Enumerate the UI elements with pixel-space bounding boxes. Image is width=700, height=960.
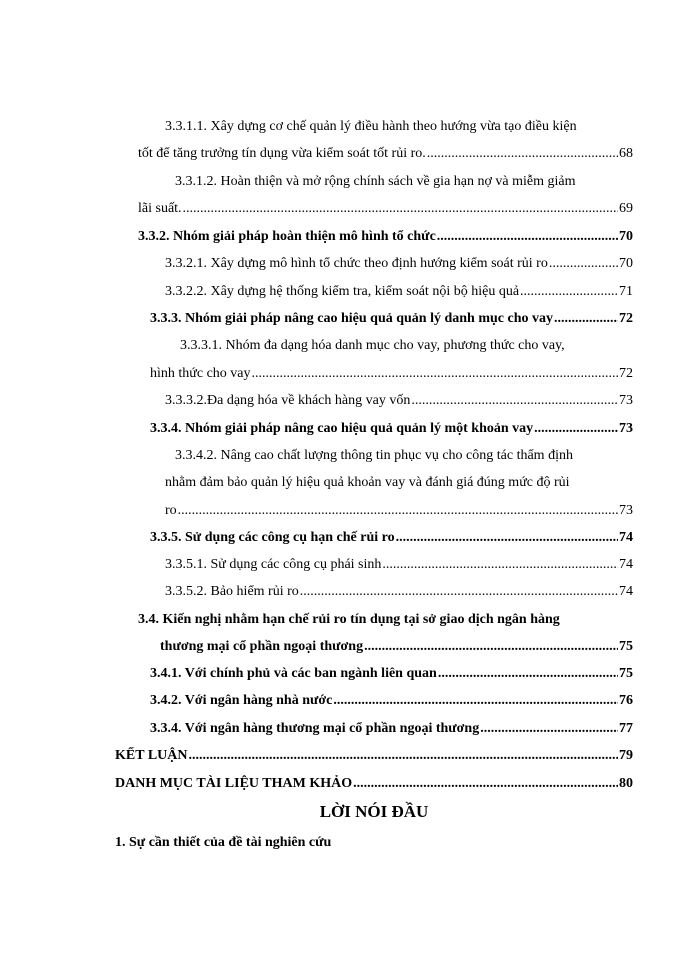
toc-text: lãi suất. <box>138 201 182 216</box>
toc-text: 3.3.4. Nhóm giải pháp nâng cao hiệu quả quản lý một khoản vay <box>150 421 534 436</box>
toc-page-number: 72 <box>619 366 633 381</box>
leader-dots <box>549 255 618 273</box>
leader-dots <box>520 283 618 301</box>
leader-dots <box>183 200 618 218</box>
leader-dots <box>333 692 618 710</box>
toc-entry <box>138 228 633 246</box>
toc-entry <box>115 747 633 765</box>
leader-dots <box>188 747 618 765</box>
toc-entry <box>165 556 633 574</box>
toc-text: 3.3.5. Sử dụng các công cụ hạn chế rủi ro <box>150 530 395 545</box>
toc-text: 3.3.5.1. Sử dụng các công cụ phái sinh <box>165 557 382 572</box>
toc-page-number: 74 <box>619 530 633 545</box>
toc-line <box>180 337 633 355</box>
toc-page-number: 74 <box>619 584 633 599</box>
toc-page-number: 74 <box>619 557 633 572</box>
toc-text: 3.3.1.1. Xây dựng cơ chế quản lý điều hành theo hướng vừa tạo điều kiện <box>165 119 577 134</box>
toc-text: 3.3.3.2.Đa dạng hóa về khách hàng vay vốn <box>165 393 411 408</box>
toc-text: 3.4.2. Với ngân hàng nhà nước <box>150 693 333 708</box>
toc-text: thương mại cổ phần ngoại thương <box>160 639 364 654</box>
toc-text: nhằm đảm bảo quản lý hiệu quả khoản vay và đánh giá đúng mức độ rủi <box>165 475 570 490</box>
toc-page-number: 75 <box>619 666 633 681</box>
toc-text: 3.4. Kiến nghị nhằm hạn chế rủi ro tín dụng tại sở giao dịch ngân hàng <box>138 612 560 627</box>
toc-line <box>165 118 633 136</box>
toc-entry <box>165 502 633 520</box>
toc-text: 3.3.4. Với ngân hàng thương mại cổ phần ngoại thương <box>150 721 480 736</box>
toc-entry <box>150 665 633 683</box>
toc-page-number: 70 <box>619 229 633 244</box>
toc-entry <box>150 310 633 328</box>
toc-page-number: 71 <box>619 284 633 299</box>
toc-text: 3.3.2.1. Xây dựng mô hình tổ chức theo định hướng kiểm soát rủi ro <box>165 256 548 271</box>
leader-dots <box>252 365 618 383</box>
toc-entry <box>150 529 633 547</box>
toc-text: 3.3.5.2. Bảo hiểm rủi ro <box>165 584 299 599</box>
toc-text: 3.3.1.2. Hoàn thiện và mở rộng chính sách về gia hạn nợ và miễm giảm <box>175 174 576 189</box>
toc-page-number: 76 <box>619 693 633 708</box>
leader-dots <box>437 228 618 246</box>
toc-page-number: 73 <box>619 393 633 408</box>
toc-text: 3.3.2.2. Xây dựng hệ thống kiểm tra, kiểm soát nội bộ hiệu quả <box>165 284 520 299</box>
subsection-title: 1. Sự cần thiết của đề tài nghiên cứu <box>115 835 332 850</box>
leader-dots <box>396 529 618 547</box>
leader-dots <box>364 638 618 656</box>
toc-line <box>138 611 633 629</box>
toc-entry <box>150 365 633 383</box>
toc-text: tốt để tăng trưởng tín dụng vừa kiểm soát tốt rủi ro. <box>138 146 426 161</box>
leader-dots <box>178 502 618 520</box>
toc-entry <box>165 583 633 601</box>
toc-entry <box>165 255 633 273</box>
toc-text: 3.4.1. Với chính phủ và các ban ngành liên quan <box>150 666 437 681</box>
leader-dots <box>411 392 618 410</box>
toc-line <box>175 173 633 191</box>
toc-page-number: 80 <box>619 776 633 791</box>
leader-dots <box>300 583 618 601</box>
toc-page-number: 72 <box>619 311 633 326</box>
toc-line <box>175 447 633 465</box>
toc-entry <box>150 720 633 738</box>
toc-text: 3.3.3. Nhóm giải pháp nâng cao hiệu quả quản lý danh mục cho vay <box>150 311 553 326</box>
leader-dots <box>480 720 618 738</box>
toc-entry <box>165 283 633 301</box>
section-heading: LỜI NÓI ĐẦU <box>319 802 429 821</box>
toc-text: 3.3.4.2. Nâng cao chất lượng thông tin phục vụ cho công tác thẩm định <box>175 448 573 463</box>
toc-page-number: 77 <box>619 721 633 736</box>
toc-entry <box>165 392 633 410</box>
toc-page-number: 68 <box>619 146 633 161</box>
leader-dots <box>382 556 618 574</box>
toc-page-number: 73 <box>619 503 633 518</box>
toc-entry <box>150 692 633 710</box>
toc-text: 3.3.2. Nhóm giải pháp hoàn thiện mô hình tổ chức <box>138 229 436 244</box>
toc-text: DANH MỤC TÀI LIỆU THAM KHẢO <box>115 776 353 791</box>
toc-page-number: 73 <box>619 421 633 436</box>
toc-entry <box>115 775 633 793</box>
toc-text: 3.3.3.1. Nhóm đa dạng hóa danh mục cho vay, phương thức cho vay, <box>180 338 565 353</box>
toc-page-number: 69 <box>619 201 633 216</box>
toc-text: hình thức cho vay <box>150 366 251 381</box>
leader-dots <box>353 775 618 793</box>
leader-dots <box>427 145 618 163</box>
toc-page-number: 75 <box>619 639 633 654</box>
leader-dots <box>554 310 618 328</box>
toc-page-number: 79 <box>619 748 633 763</box>
toc-text: ro <box>165 503 177 518</box>
toc-text: KẾT LUẬN <box>115 748 188 763</box>
toc-entry <box>138 200 633 218</box>
toc-entry <box>150 420 633 438</box>
toc-entry <box>138 145 633 163</box>
toc-page-number: 70 <box>619 256 633 271</box>
toc-entry <box>160 638 633 656</box>
toc-line <box>165 474 633 492</box>
leader-dots <box>534 420 618 438</box>
leader-dots <box>438 665 618 683</box>
